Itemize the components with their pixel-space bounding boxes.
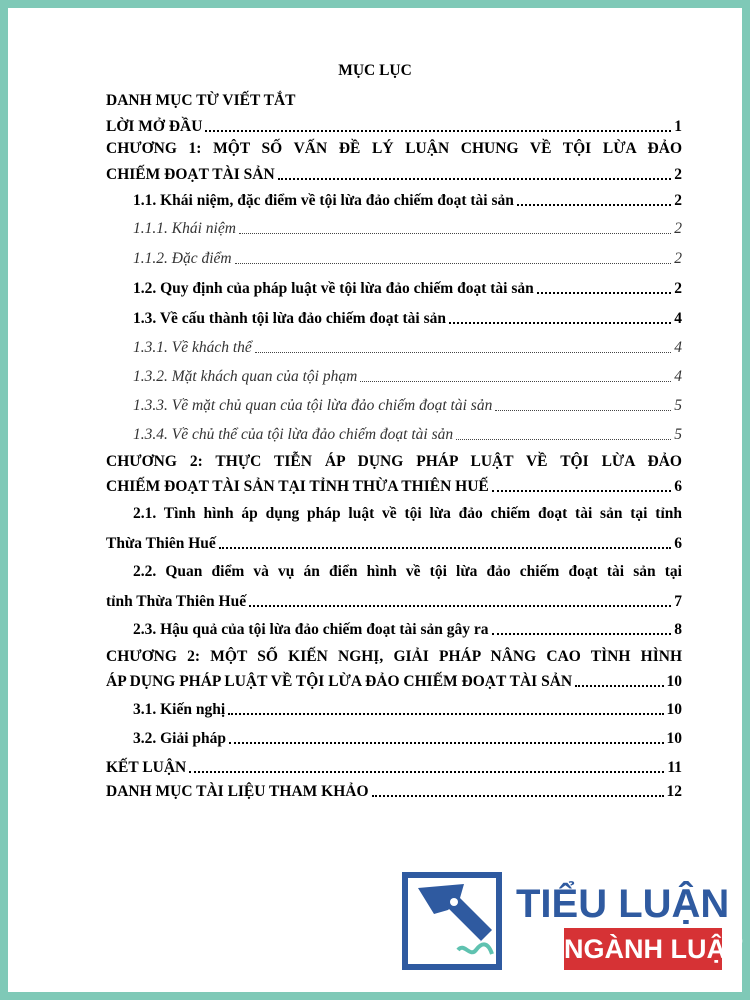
entry-label: 2.3. Hậu quả của tội lừa đảo chiếm đoạt tài sản gây ra: [133, 621, 489, 638]
toc-conclusion[interactable]: [106, 759, 682, 777]
entry-page: 7: [674, 593, 682, 610]
logo-frame: [402, 872, 502, 970]
entry-label: Thừa Thiên Huế: [106, 535, 216, 552]
entry-label: tỉnh Thừa Thiên Huế: [106, 593, 247, 610]
logo-text-bottom-badge: [564, 928, 743, 970]
entry-label: 1.3.3. Về mặt chủ quan của tội lừa đảo chiếm đoạt tài sản: [133, 397, 493, 414]
toc-subsection-1-3-4[interactable]: [133, 426, 682, 444]
toc-section-2-2-line1[interactable]: 2.2. Quan điểm và vụ án điển hình về tội lừa đảo chiếm đoạt tài sản tại: [133, 563, 682, 580]
toc-chapter-2[interactable]: [106, 478, 682, 496]
toc-chapter-3-line1[interactable]: CHƯƠNG 2: MỘT SỐ KIẾN NGHỊ, GIẢI PHÁP NÂNG CAO TÌNH HÌNH: [106, 648, 682, 665]
entry-label: 1.3.1. Về khách thể: [133, 339, 252, 356]
toc-abbrev: DANH MỤC TỪ VIẾT TẮT: [106, 92, 296, 109]
toc-section-1-3[interactable]: [133, 310, 682, 328]
fountain-pen-icon: [402, 872, 502, 970]
toc-entry-intro[interactable]: [106, 118, 682, 136]
entry-page: 2: [674, 192, 682, 209]
entry-page: 6: [674, 535, 682, 552]
entry-page: 6: [674, 478, 682, 495]
entry-page: 4: [674, 368, 682, 385]
entry-label: 1.2. Quy định của pháp luật về tội lừa đảo chiếm đoạt tài sản: [133, 280, 534, 297]
entry-page: 1: [674, 118, 682, 135]
toc-chapter-2-line1[interactable]: CHƯƠNG 2: THỰC TIỄN ÁP DỤNG PHÁP LUẬT VỀ TỘI LỪA ĐẢO: [106, 453, 682, 470]
entry-label: 3.1. Kiến nghị: [133, 701, 226, 718]
entry-label: 3.2. Giải pháp: [133, 730, 227, 747]
entry-label: 1.3. Về cấu thành tội lừa đảo chiếm đoạt tài sản: [133, 310, 447, 327]
toc-subsection-1-1-2[interactable]: [133, 250, 682, 268]
entry-label: 1.3.2. Mặt khách quan của tội phạm: [133, 368, 358, 385]
entry-page: 4: [674, 310, 682, 327]
entry-label: ÁP DỤNG PHÁP LUẬT VỀ TỘI LỪA ĐẢO CHIẾM ĐOẠT TÀI SẢN: [106, 673, 573, 690]
toc-section-2-2[interactable]: [106, 593, 682, 611]
entry-page: 12: [666, 783, 682, 800]
entry-label: 1.3.4. Về chủ thể của tội lừa đảo chiếm đoạt tài sản: [133, 426, 454, 443]
toc-title: MỤC LỤC: [338, 62, 412, 79]
entry-label: 1.1. Khái niệm, đặc điểm về tội lừa đảo chiếm đoạt tài sản: [133, 192, 514, 209]
entry-label: DANH MỤC TÀI LIỆU THAM KHẢO: [106, 783, 369, 800]
entry-page: 2: [674, 280, 682, 297]
entry-page: 10: [666, 701, 682, 718]
entry-label: 1.1.1. Khái niệm: [133, 220, 236, 237]
entry-page: 10: [666, 673, 682, 690]
toc-section-2-1[interactable]: [106, 535, 682, 553]
toc-references[interactable]: [106, 783, 682, 801]
toc-section-3-1[interactable]: [133, 701, 682, 719]
entry-page: 8: [674, 621, 682, 638]
entry-page: 11: [667, 759, 682, 776]
toc-subsection-1-3-2[interactable]: [133, 368, 682, 386]
toc-section-2-1-line1[interactable]: 2.1. Tình hình áp dụng pháp luật về tội lừa đảo chiếm đoạt tài sản tại tỉnh: [133, 505, 682, 522]
entry-page: 2: [674, 220, 682, 237]
entry-page: 10: [666, 730, 682, 747]
entry-page: 2: [674, 250, 682, 267]
toc-section-2-3[interactable]: [133, 621, 682, 639]
entry-page: 2: [674, 166, 682, 183]
toc-chapter-1[interactable]: [106, 166, 682, 184]
toc-chapter-1-line1[interactable]: CHƯƠNG 1: MỘT SỐ VẤN ĐỀ LÝ LUẬN CHUNG VỀ TỘI LỪA ĐẢO: [106, 140, 682, 157]
entry-label: CHIẾM ĐOẠT TÀI SẢN TẠI TỈNH THỪA THIÊN HUẾ: [106, 478, 489, 495]
toc-chapter-3[interactable]: [106, 673, 682, 691]
entry-page: 5: [674, 426, 682, 443]
entry-label: LỜI MỞ ĐẦU: [106, 118, 203, 135]
logo-text-bottom: NGÀNH LUẬT: [564, 934, 743, 964]
entry-page: 4: [674, 339, 682, 356]
entry-label: KẾT LUẬN: [106, 759, 187, 776]
toc-section-1-1[interactable]: [133, 192, 682, 210]
logo-text-top: TIỂU LUẬN: [516, 882, 730, 926]
entry-page: 5: [674, 397, 682, 414]
entry-label: 1.1.2. Đặc điểm: [133, 250, 232, 267]
entry-label: CHIẾM ĐOẠT TÀI SẢN: [106, 166, 275, 183]
toc-section-1-2[interactable]: [133, 280, 682, 298]
toc-subsection-1-3-3[interactable]: [133, 397, 682, 415]
toc-subsection-1-1-1[interactable]: [133, 220, 682, 238]
toc-subsection-1-3-1[interactable]: [133, 339, 682, 357]
toc-section-3-2[interactable]: [133, 730, 682, 748]
